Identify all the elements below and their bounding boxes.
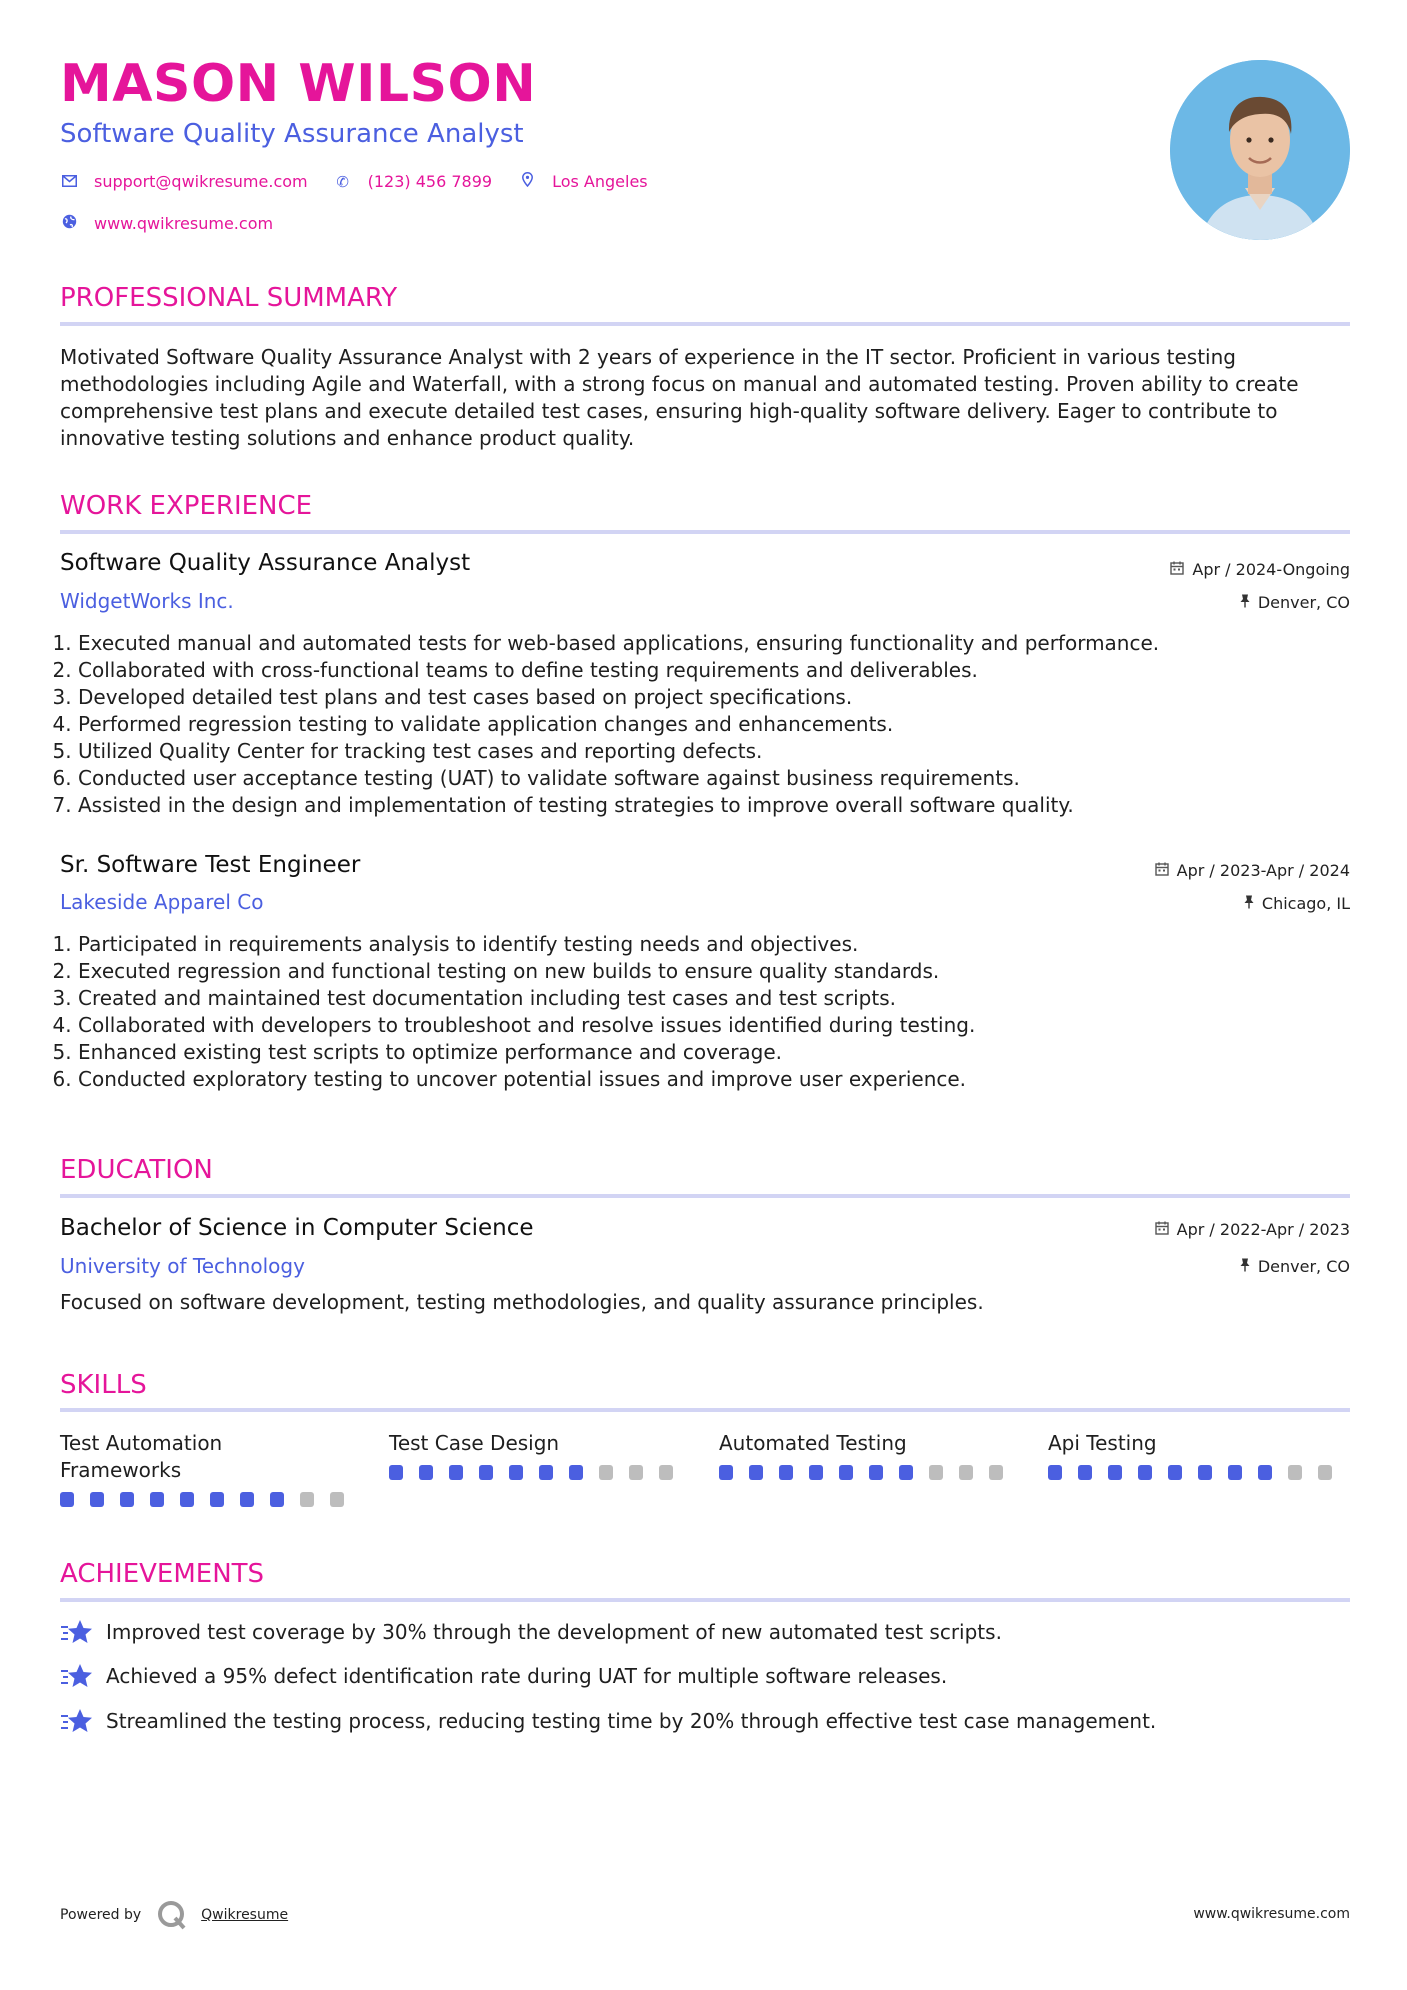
company-name: Lakeside Apparel Co bbox=[60, 890, 264, 914]
job-dates bbox=[1170, 561, 1350, 578]
skill-level-dot bbox=[1168, 1465, 1182, 1480]
skill-name: Api Testing bbox=[1048, 1431, 1157, 1455]
section-divider bbox=[60, 322, 1350, 326]
section-divider bbox=[60, 1408, 1350, 1412]
footer-website[interactable]: www.qwikresume.com bbox=[1193, 1906, 1350, 1922]
skill-level-dot bbox=[300, 1492, 314, 1507]
skill-level-dot bbox=[629, 1465, 643, 1480]
envelope-icon bbox=[60, 173, 78, 191]
skill-level-dot bbox=[120, 1492, 134, 1507]
section-divider bbox=[60, 1598, 1350, 1602]
phone-text: (123) 456 7899 bbox=[367, 172, 493, 191]
school-name: University of Technology bbox=[60, 1254, 305, 1278]
skill-name: Test Automation Frameworks bbox=[60, 1431, 223, 1482]
skill-level-dot bbox=[210, 1492, 224, 1507]
skill-level-dot bbox=[270, 1492, 284, 1507]
resume-page bbox=[60, 0, 1350, 1990]
skill-level-dot bbox=[330, 1492, 344, 1507]
skill-name: Automated Testing bbox=[719, 1431, 907, 1455]
skill-level-dot bbox=[1108, 1465, 1122, 1480]
qwikresume-logo-icon bbox=[157, 1900, 187, 1930]
section-title-education: EDUCATION bbox=[60, 1155, 213, 1185]
education-dates-text: Apr / 2022-Apr / 2023 bbox=[1176, 1219, 1350, 1239]
degree-title: Bachelor of Science in Computer Science bbox=[60, 1215, 534, 1241]
skill-level-dot bbox=[240, 1492, 254, 1507]
list-item: 2. Collaborated with cross-functional teams to define testing requirements and deliverables. bbox=[78, 657, 1348, 684]
skill-level-dot bbox=[1138, 1465, 1152, 1480]
job-duties-list bbox=[60, 931, 1348, 1093]
brand-link[interactable]: Qwikresume bbox=[201, 1907, 289, 1923]
list-item: 3. Developed detailed test plans and test cases based on project specifications. bbox=[78, 684, 1348, 711]
skill-level-dot bbox=[479, 1465, 493, 1480]
contact-row-website bbox=[60, 214, 299, 233]
star-icon bbox=[60, 1662, 94, 1690]
skill-level-dot bbox=[839, 1465, 853, 1480]
star-icon bbox=[60, 1618, 94, 1646]
skill-level-dot bbox=[1078, 1465, 1092, 1480]
list-item: 1. Participated in requirements analysis to identify testing needs and objectives. bbox=[78, 931, 1348, 958]
pushpin-icon bbox=[1244, 895, 1254, 912]
skill-name: Test Case Design bbox=[389, 1431, 560, 1455]
section-title-achievements: ACHIEVEMENTS bbox=[60, 1559, 265, 1589]
achievement-item bbox=[60, 1618, 1002, 1646]
skill-item bbox=[389, 1430, 689, 1480]
skill-level-dot bbox=[1288, 1465, 1302, 1480]
skill-level-dot bbox=[869, 1465, 883, 1480]
job-location-text: Denver, CO bbox=[1257, 592, 1350, 612]
list-item: 6. Conducted user acceptance testing (UAT) to validate software against business requirements. bbox=[78, 765, 1348, 792]
skill-level-dot bbox=[1258, 1465, 1272, 1480]
section-title-experience: WORK EXPERIENCE bbox=[60, 491, 313, 521]
list-item: 6. Conducted exploratory testing to uncover potential issues and improve user experience. bbox=[78, 1066, 1348, 1093]
education-location-text: Denver, CO bbox=[1257, 1256, 1350, 1276]
job-dates-text: Apr / 2023-Apr / 2024 bbox=[1176, 860, 1350, 880]
list-item: 4. Performed regression testing to validate application changes and enhancements. bbox=[78, 711, 1348, 738]
skill-level-dot bbox=[1228, 1465, 1242, 1480]
candidate-name: MASON WILSON bbox=[60, 54, 537, 114]
summary-text: Motivated Software Quality Assurance Analyst with 2 years of experience in the IT sector. Proficient in various testing methodologies including Agile and Waterfall, with a strong focus on manual and automated testing. Proven ability to create comprehensive test plans and execute detailed test cases, ensuring high-quality software delivery. Eager to contribute to innovative testing solutions and enhance product quality. bbox=[60, 345, 1299, 450]
skill-level-dot bbox=[449, 1465, 463, 1480]
skill-level-dot bbox=[989, 1465, 1003, 1480]
skill-level-meter bbox=[389, 1465, 689, 1480]
job-dates-text: Apr / 2024-Ongoing bbox=[1192, 559, 1350, 579]
list-item: 2. Executed regression and functional testing on new builds to ensure quality standards. bbox=[78, 958, 1348, 985]
skill-level-dot bbox=[539, 1465, 553, 1480]
skill-level-dot bbox=[1048, 1465, 1062, 1480]
achievement-text: Achieved a 95% defect identification rate during UAT for multiple software releases. bbox=[106, 1664, 948, 1688]
skill-level-dot bbox=[150, 1492, 164, 1507]
calendar-icon bbox=[1155, 1221, 1169, 1238]
job-title: Sr. Software Test Engineer bbox=[60, 852, 361, 878]
skill-level-dot bbox=[419, 1465, 433, 1480]
skill-item bbox=[60, 1430, 360, 1507]
education-description: Focused on software development, testing methodologies, and quality assurance principles. bbox=[60, 1290, 984, 1314]
skill-level-dot bbox=[569, 1465, 583, 1480]
skill-level-dot bbox=[599, 1465, 613, 1480]
skill-level-dot bbox=[1198, 1465, 1212, 1480]
footer-powered-by bbox=[60, 1900, 288, 1930]
education-dates bbox=[1155, 1221, 1350, 1238]
map-pin-icon bbox=[518, 172, 536, 191]
achievement-text: Streamlined the testing process, reducing testing time by 20% through effective test case management. bbox=[106, 1709, 1157, 1733]
job-duties-list bbox=[60, 630, 1348, 819]
email-link[interactable]: support@qwikresume.com bbox=[94, 172, 308, 191]
section-divider bbox=[60, 1194, 1350, 1198]
section-title-skills: SKILLS bbox=[60, 1370, 147, 1400]
contact-row bbox=[60, 172, 674, 191]
list-item: 7. Assisted in the design and implementation of testing strategies to improve overall software quality. bbox=[78, 792, 1348, 819]
skill-level-dot bbox=[809, 1465, 823, 1480]
skill-item bbox=[719, 1430, 1019, 1480]
candidate-role: Software Quality Assurance Analyst bbox=[60, 119, 524, 149]
phone-icon: ✆ bbox=[336, 172, 349, 191]
skill-level-dot bbox=[899, 1465, 913, 1480]
skill-level-dot bbox=[1318, 1465, 1332, 1480]
skill-level-meter bbox=[719, 1465, 1019, 1480]
skill-level-dot bbox=[749, 1465, 763, 1480]
star-icon bbox=[60, 1707, 94, 1735]
skill-level-dot bbox=[90, 1492, 104, 1507]
skill-level-meter bbox=[60, 1492, 360, 1507]
skill-level-dot bbox=[180, 1492, 194, 1507]
calendar-icon bbox=[1155, 862, 1169, 879]
skill-level-dot bbox=[929, 1465, 943, 1480]
achievement-item bbox=[60, 1662, 947, 1690]
website-link[interactable]: www.qwikresume.com bbox=[94, 214, 274, 233]
skill-item bbox=[1048, 1430, 1348, 1480]
skill-level-dot bbox=[659, 1465, 673, 1480]
powered-by-label: Powered by bbox=[60, 1907, 142, 1923]
section-title-summary: PROFESSIONAL SUMMARY bbox=[60, 283, 398, 313]
skill-level-dot bbox=[509, 1465, 523, 1480]
job-location bbox=[1244, 895, 1350, 912]
list-item: 5. Enhanced existing test scripts to optimize performance and coverage. bbox=[78, 1039, 1348, 1066]
job-location-text: Chicago, IL bbox=[1261, 893, 1350, 913]
job-dates bbox=[1155, 862, 1350, 879]
list-item: 1. Executed manual and automated tests for web-based applications, ensuring functionality and performance. bbox=[78, 630, 1348, 657]
skill-level-dot bbox=[60, 1492, 74, 1507]
achievement-item bbox=[60, 1707, 1156, 1735]
skill-level-dot bbox=[779, 1465, 793, 1480]
list-item: 4. Collaborated with developers to troubleshoot and resolve issues identified during testing. bbox=[78, 1012, 1348, 1039]
company-name: WidgetWorks Inc. bbox=[60, 589, 234, 613]
achievement-text: Improved test coverage by 30% through the development of new automated test scripts. bbox=[106, 1620, 1002, 1644]
skill-level-dot bbox=[959, 1465, 973, 1480]
education-location bbox=[1240, 1258, 1350, 1275]
list-item: 5. Utilized Quality Center for tracking test cases and reporting defects. bbox=[78, 738, 1348, 765]
skill-level-dot bbox=[389, 1465, 403, 1480]
job-title: Software Quality Assurance Analyst bbox=[60, 550, 471, 576]
location-text: Los Angeles bbox=[552, 172, 648, 191]
calendar-icon bbox=[1170, 561, 1184, 578]
pushpin-icon bbox=[1240, 594, 1250, 611]
skill-level-meter bbox=[1048, 1465, 1348, 1480]
section-divider bbox=[60, 530, 1350, 534]
avatar bbox=[1170, 60, 1350, 240]
job-location bbox=[1240, 594, 1350, 611]
list-item: 3. Created and maintained test documentation including test cases and test scripts. bbox=[78, 985, 1348, 1012]
skill-level-dot bbox=[719, 1465, 733, 1480]
globe-icon bbox=[60, 214, 78, 233]
pushpin-icon bbox=[1240, 1258, 1250, 1275]
